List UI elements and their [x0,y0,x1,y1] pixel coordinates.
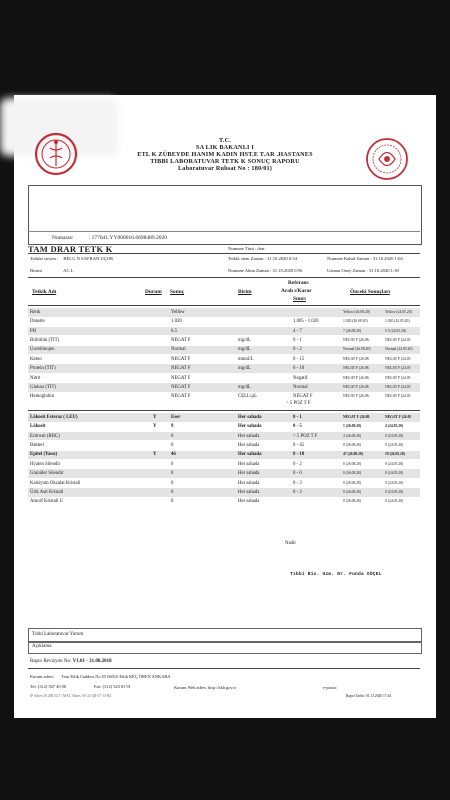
table-row [28,460,420,469]
cell-ref: 0 - 45 [293,442,305,448]
cell-prev1: 47 (26.08.20) [343,452,363,457]
cell-prev2: 19 (24.05.20) [385,452,405,457]
cell-ref: > 5 POZ T F [293,433,318,439]
cell-result: NEGAT F [171,366,191,372]
section-title: TAM DRAR TETK K [28,244,113,254]
cell-ref: 4 - 7 [293,328,302,334]
cell-prev2: Normal (24.05.20) [385,347,413,352]
cell-flag: Y [153,452,157,458]
cell-prev2: 4 (24.05.20) [385,424,404,429]
cell-ref: 0 - 10 [293,452,305,458]
tel: Tel: (312) 567 40 00 [30,684,67,689]
hospital-heading: ETL K ZÜBEYDE HANIM KADIN HST.E T.AR .HASTANES [137,151,313,158]
cell-name: Kalsiyum Okzalat Kristali [30,480,81,486]
cell-ref: 0 - 1 [293,414,302,420]
cell-unit: Her sahada [238,424,262,430]
cell-result: 46 [171,452,176,458]
cell-result: Normal [171,347,186,353]
cell-name: Eritrosit (RBC) [30,433,60,439]
cell-unit: Her sahada [238,461,260,467]
cell-unit: mg/dL [238,337,251,343]
col-ref-3: Sınırı [293,296,306,302]
cell-ref: Normal [293,384,308,390]
cell-name: Dansite [30,319,45,325]
cell-name: Hyalen Silendir [30,461,61,467]
cell-prev2: NEGAT F (24.05 [385,366,411,371]
cell-unit: Her sahada [238,442,260,448]
table-row [28,364,420,373]
cell-unit: mg/dL [238,384,251,390]
ministry-heading: SA LIK BAKANLI I [195,144,255,151]
table-row [28,479,420,488]
cell-prev1: 0 (26.08.20) [343,480,362,485]
accept-time: Numune Kabul Zaman : 31.10.2020 1:04 [327,256,403,261]
cell-name: Granüler Silendir [30,471,64,477]
cell-prev2: 5.5 (24.05.20) [385,328,406,333]
cell-prev2: Yellow (24.05.20) [385,309,412,314]
cell-prev1: NEGAT F (26.08. [343,356,370,361]
cell-prev1: 0 (26.08.20) [343,442,362,447]
positive-note: > 5 POZ T F [286,401,311,406]
cell-prev1: 7 (26.08.20) [343,328,362,333]
license-heading: Laboratuvar Ruhsat No : 180/01) [177,165,273,172]
cell-unit: Her sahada [238,414,262,420]
lab-comment-box: Tıbbi Laboratuvar Yorum [28,628,422,643]
table-row [28,383,420,392]
tc-heading: T.C. [218,137,232,144]
cell-prev1: 0 (26.08.20) [343,461,362,466]
cell-prev2: 0 (24.05.20) [385,471,404,476]
cell-prev2: 0 (24.05.20) [385,480,404,485]
cell-result: 0 [171,433,174,439]
cell-unit: Her sahada [238,489,260,495]
table-row [28,374,420,383]
bottom-dark-bar [0,718,450,800]
cell-name: Epitel (Yassı) [30,452,58,458]
cell-prev1: 0 (26.08.20) [343,489,362,494]
cell-result: NEGAT F [171,384,191,390]
sample-type: Numune Türü : drar [228,246,265,251]
cell-prev2: NEGAT F (24.05 [385,356,411,361]
cell-prev2: NEGAT F (24.05 [385,394,411,399]
cell-prev1: NEGAT F (26.08. [343,384,370,389]
cell-unit: CELL/µL [238,394,258,400]
table-row [28,488,420,497]
cell-prev1: 1.020 (26.08.20) [343,319,368,324]
signature: Tıbbi Bio. Uzm. Dr. Funda GÜÇEL [290,572,382,577]
eposta: e-posta: [323,685,337,690]
cell-prev2: NEGAT F (24.05 [385,414,412,419]
cell-prev2: 0 (24.05.20) [385,489,404,494]
address: Kurum adres: Yeni Etlik Caddesi No:55 06010 Etlik KEÇ ÖREN ANKARA [30,674,171,679]
cell-unit: Her sahada [238,433,260,439]
fax: Faz: (312) 323 81 91 [94,684,131,689]
cell-ref: 0 - 2 [293,347,302,353]
table-row [28,413,420,422]
cell-ref: 0 - 3 [293,489,302,495]
cell-flag: Y [153,414,157,420]
nadir-note: Nadir [285,541,296,546]
cell-ref: 0 - 5 [293,424,302,430]
cell-name: Amorf Kristali U [30,499,64,505]
patient-info-inner [28,185,420,232]
report-date: Rapor Tarihi: 01.11.2020 17:44 [346,694,392,698]
cell-result: 0 [171,499,174,505]
cell-unit: Her sahada [238,471,260,477]
table-row [28,441,420,450]
cell-unit: Her sahada [238,499,260,505]
cell-result: 6.5 [171,328,177,334]
cell-ref: 0 - 0 [293,471,302,477]
cell-name: Keton [30,356,42,362]
ministry-logo-icon [28,132,86,176]
col-ref-1: Referans [288,280,309,286]
table-row [28,451,420,460]
cell-prev1: 0 (26.08.20) [343,471,362,476]
cell-result: 0 [171,461,174,467]
mid-rule [28,410,420,411]
cell-ref: 0 - 3 [293,480,302,486]
cell-ref: 0 - 2 [293,461,302,467]
cell-flag: Y [153,424,157,430]
cell-unit: mg/dL [238,347,251,353]
col-name: Tetkik Adı [32,289,57,295]
col-unit: Birim [238,289,252,295]
cell-prev1: NEGAT F (26.08. [343,394,370,399]
cell-prev2: 0 (24.05.20) [385,442,404,447]
table-row [28,469,420,478]
cell-name: Lökosit [30,424,46,430]
hospital-logo-icon [362,136,412,182]
cell-unit: mg/dL [238,366,251,372]
cell-ref: 0 - 10 [293,366,305,372]
cell-prev1: 3 (26.08.20) [343,433,362,438]
table-header-rule [28,305,420,306]
cell-name: Renk [30,309,41,315]
cell-ref: Negatif [293,375,308,381]
cell-prev1: NEGAT F (26.08. [343,375,370,380]
patient-number: Numaras: : 177041.YY000016.6698489.2020 [52,235,167,241]
cell-prev1: 0 (26.08.20) [343,499,362,504]
cell-prev1: NEGAT F (26.08. [343,366,370,371]
cell-result: NEGAT F [171,356,191,362]
col-ref-2: Aralı ı/Karar [281,288,312,294]
cell-prev2: 1.020 (24.05.20) [385,319,410,324]
cell-prev2: NEGAT F (24.05 [385,384,411,389]
cell-result: 0 [171,471,174,477]
table-row [28,336,420,345]
cell-result: 0 [171,480,174,486]
col-status: Durum [145,289,162,295]
cell-result: NEGAT F [171,394,191,400]
cell-result: 0 [171,489,174,495]
cell-ref: NEGAT F [293,394,313,400]
cell-ref: 0 - 1 [293,337,302,343]
section-rule [28,253,420,254]
cell-name: Hemoglobin [30,394,54,400]
cell-prev2: NEGAT F (24.05 [385,337,411,342]
cell-ref: 0 - 15 [293,356,305,362]
cell-name: Lökosit Esteraz ( LEU) [30,414,78,420]
col-result: Sonuç [170,289,185,295]
table-row [28,317,420,326]
cell-prev1: Normal (26.08.20) [343,347,371,352]
cell-prev1: Yellow (26.08.20) [343,309,370,314]
report-heading: TIBBI LABORATUVAR TETK K SONUÇ RAPORU [150,158,300,165]
cell-name: Glukoz (TIT) [30,384,56,390]
cell-prev2: 0 (24.05.20) [385,499,404,504]
cell-result: 9 [171,424,174,430]
ip-address: IP Adres:10.200.54.7 | MAC Adres: 00-22-4D-57-15-B4 [30,694,112,698]
cell-name: PH [30,328,37,334]
cell-prev1: NEGAT F (26.08. [343,337,370,342]
collect-time: Numune Alma Zaman : 31.10.2020 0:56 [228,268,303,273]
table-row [28,346,420,355]
meta-rule [28,277,420,278]
cell-name: Ürik Asit Kristali [30,489,64,495]
table-row [28,355,420,364]
cell-result: Yellow [171,309,185,315]
cell-prev1: NEGAT F (26.08. [343,414,371,419]
unit: Birimi AC L [30,268,74,273]
table-row [28,327,420,336]
cell-prev1: 1 (26.08.20) [343,424,362,429]
cell-unit: mmol/L [238,356,254,362]
cell-result: Eser [171,414,181,420]
footer-rule [28,668,420,669]
top-dark-bar [0,0,450,95]
table-row [28,422,420,431]
explanation-box: Açıklama [28,641,422,654]
cell-unit: Her sahada [238,452,262,458]
test-time: Tetkik stem Zaman : 31.10.2020 0:54 [228,256,297,261]
cell-result: 0 [171,442,174,448]
cell-prev2: 0 (24.05.20) [385,461,404,466]
cell-unit: Her sahada [238,480,260,486]
cell-prev2: 0 (24.05.20) [385,433,404,438]
cell-ref: 1.005 - 1.020 [293,319,319,325]
cell-result: NEGAT F [171,337,191,343]
cell-result: NEGAT F [171,375,191,381]
cell-prev2: NEGAT F (24.05 [385,375,411,380]
web: Kurum Web adres: http://zkh.gov.tr [174,685,237,690]
cell-name: Protein (TIT) [30,366,56,372]
cell-name: Ürobilinojen [30,347,55,353]
cell-name: Nitrit [30,375,41,381]
requester: Tetkiki steyen : BELG N SAVRAN UÇOK [30,256,114,261]
cell-name: Bilirubin (TIT) [30,337,60,343]
col-prev: Önceki Sonuçları [350,289,390,295]
revision: Rapor Revizyon No: V1.01 - 31.08.2018 [30,659,112,664]
table-row [28,432,420,441]
cell-result: 1.020 [171,319,182,325]
table-row [28,498,420,507]
cell-name: Bakteri [30,442,45,448]
table-row [28,393,420,402]
approve-time: Uzman Onay Zaman : 31.10.2020 1:30 [327,268,399,273]
table-row [28,308,420,317]
